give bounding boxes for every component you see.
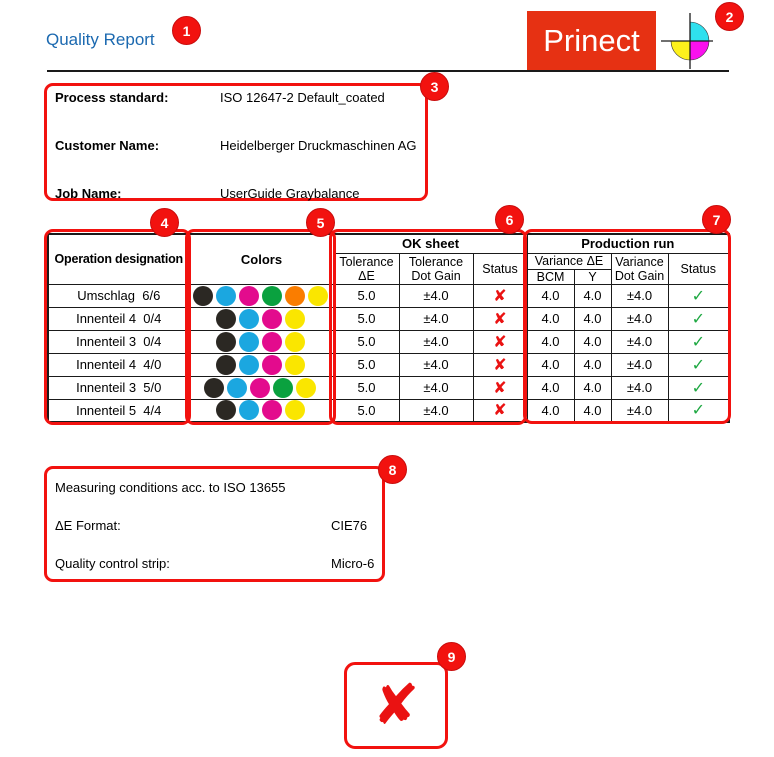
measuring-conditions-text: Measuring conditions acc. to ISO 13655 xyxy=(55,480,286,495)
tolerance-de-value: 5.0 xyxy=(334,284,399,307)
group-header-ok-sheet: OK sheet xyxy=(334,234,527,253)
overall-fail-cross-icon: ✘ xyxy=(372,673,420,738)
annotation-marker-9: 9 xyxy=(437,642,466,671)
job-name-label: Job Name: xyxy=(55,186,122,201)
control-strip-row xyxy=(55,556,376,573)
col-header-bcm: BCM xyxy=(527,269,574,284)
tolerance-de-value: 5.0 xyxy=(334,353,399,376)
operation-name: Innenteil 4 0/4 xyxy=(48,307,189,330)
measuring-conditions-line xyxy=(55,480,376,497)
ok-status-fail-icon: ✘ xyxy=(473,376,527,399)
variance-y-value: 4.0 xyxy=(574,376,611,399)
customer-name-label: Customer Name: xyxy=(55,138,160,153)
tolerance-de-value: 5.0 xyxy=(334,307,399,330)
variance-bcm-value: 4.0 xyxy=(527,307,574,330)
prinect-logo-text: Prinect xyxy=(543,22,640,58)
variance-dot-gain-value: ±4.0 xyxy=(611,307,668,330)
ok-status-fail-icon: ✘ xyxy=(473,307,527,330)
ok-status-fail-icon: ✘ xyxy=(473,399,527,422)
annotation-marker-4: 4 xyxy=(150,208,179,237)
annotation-marker-2: 2 xyxy=(715,2,744,31)
annotation-marker-1: 1 xyxy=(172,16,201,45)
customer-name-value: Heidelberger Druckmaschinen AG xyxy=(220,138,417,153)
process-standard-value: ISO 12647-2 Default_coated xyxy=(220,90,385,105)
group-header-production-run: Production run xyxy=(527,234,729,253)
variance-dot-gain-value: ±4.0 xyxy=(611,353,668,376)
annotation-marker-8: 8 xyxy=(378,455,407,484)
annotation-marker-6: 6 xyxy=(495,205,524,234)
variance-bcm-value: 4.0 xyxy=(527,399,574,422)
production-status-pass-icon: ✓ xyxy=(668,284,729,307)
job-info-box xyxy=(44,83,428,201)
page-title: Quality Report xyxy=(46,30,155,49)
operation-name: Innenteil 4 4/0 xyxy=(48,353,189,376)
operation-name: Innenteil 3 5/0 xyxy=(48,376,189,399)
variance-bcm-value: 4.0 xyxy=(527,330,574,353)
col-header-ok-status: Status xyxy=(473,253,527,284)
callout-box-ok-sheet xyxy=(329,229,527,425)
callout-box-production-run xyxy=(523,229,731,424)
col-header-colors: Colors xyxy=(189,234,334,284)
col-header-production-status: Status xyxy=(668,253,729,284)
production-status-pass-icon: ✓ xyxy=(668,353,729,376)
de-format-row xyxy=(55,518,376,535)
col-header-y: Y xyxy=(574,269,611,284)
de-format-value: CIE76 xyxy=(331,518,368,533)
tolerance-dg-line2: Dot Gain xyxy=(411,268,461,283)
measuring-conditions-box xyxy=(44,466,385,582)
operation-name: Umschlag 6/6 xyxy=(48,284,189,307)
variance-bcm-value: 4.0 xyxy=(527,284,574,307)
variance-dot-gain-value: ±4.0 xyxy=(611,399,668,422)
tolerance-dot-gain-value: ±4.0 xyxy=(399,330,473,353)
tolerance-dot-gain-value: ±4.0 xyxy=(399,399,473,422)
production-status-pass-icon: ✓ xyxy=(668,399,729,422)
annotation-marker-7: 7 xyxy=(702,205,731,234)
variance-dg-line2: Dot Gain xyxy=(614,268,665,283)
control-strip-value: Micro-6 xyxy=(331,556,375,571)
callout-box-colors xyxy=(185,229,336,425)
variance-y-value: 4.0 xyxy=(574,307,611,330)
variance-dot-gain-value: ±4.0 xyxy=(611,376,668,399)
de-format-label: ΔE Format: xyxy=(55,518,121,533)
tolerance-de-line1: Tolerance xyxy=(339,254,394,269)
tolerance-dot-gain-value: ±4.0 xyxy=(399,376,473,399)
variance-y-value: 4.0 xyxy=(574,353,611,376)
production-status-pass-icon: ✓ xyxy=(668,376,729,399)
info-row-customer-name xyxy=(55,138,419,155)
info-row-job-name xyxy=(55,186,419,203)
operation-name: Innenteil 3 0/4 xyxy=(48,330,189,353)
tolerance-de-line2: ΔE xyxy=(358,268,375,283)
variance-y-value: 4.0 xyxy=(574,284,611,307)
variance-dot-gain-value: ±4.0 xyxy=(611,330,668,353)
info-row-process-standard xyxy=(55,90,419,107)
variance-bcm-value: 4.0 xyxy=(527,353,574,376)
variance-y-value: 4.0 xyxy=(574,330,611,353)
ok-status-fail-icon: ✘ xyxy=(473,284,527,307)
production-status-pass-icon: ✓ xyxy=(668,307,729,330)
tolerance-de-value: 5.0 xyxy=(334,330,399,353)
ok-status-fail-icon: ✘ xyxy=(473,330,527,353)
tolerance-dg-line1: Tolerance xyxy=(408,254,464,269)
annotation-marker-3: 3 xyxy=(420,72,449,101)
tolerance-de-value: 5.0 xyxy=(334,376,399,399)
callout-box-operation xyxy=(44,229,191,425)
control-strip-label: Quality control strip: xyxy=(55,556,170,571)
variance-dg-line1: Variance xyxy=(615,254,664,269)
operation-name: Innenteil 5 4/4 xyxy=(48,399,189,422)
color-wheel-icon xyxy=(660,8,722,74)
tolerance-dot-gain-value: ±4.0 xyxy=(399,307,473,330)
prinect-logo xyxy=(527,11,656,70)
variance-bcm-value: 4.0 xyxy=(527,376,574,399)
variance-y-value: 4.0 xyxy=(574,399,611,422)
process-standard-label: Process standard: xyxy=(55,90,169,105)
annotation-marker-5: 5 xyxy=(306,208,335,237)
variance-dot-gain-value: ±4.0 xyxy=(611,284,668,307)
tolerance-de-value: 5.0 xyxy=(334,399,399,422)
tolerance-dot-gain-value: ±4.0 xyxy=(399,353,473,376)
job-name-value: UserGuide Graybalance xyxy=(220,186,360,201)
col-header-operation: Operation designation xyxy=(48,234,189,284)
header-divider xyxy=(47,70,729,72)
tolerance-dot-gain-value: ±4.0 xyxy=(399,284,473,307)
col-header-variance-de: Variance ΔE xyxy=(527,253,611,269)
ok-status-fail-icon: ✘ xyxy=(473,353,527,376)
production-status-pass-icon: ✓ xyxy=(668,330,729,353)
